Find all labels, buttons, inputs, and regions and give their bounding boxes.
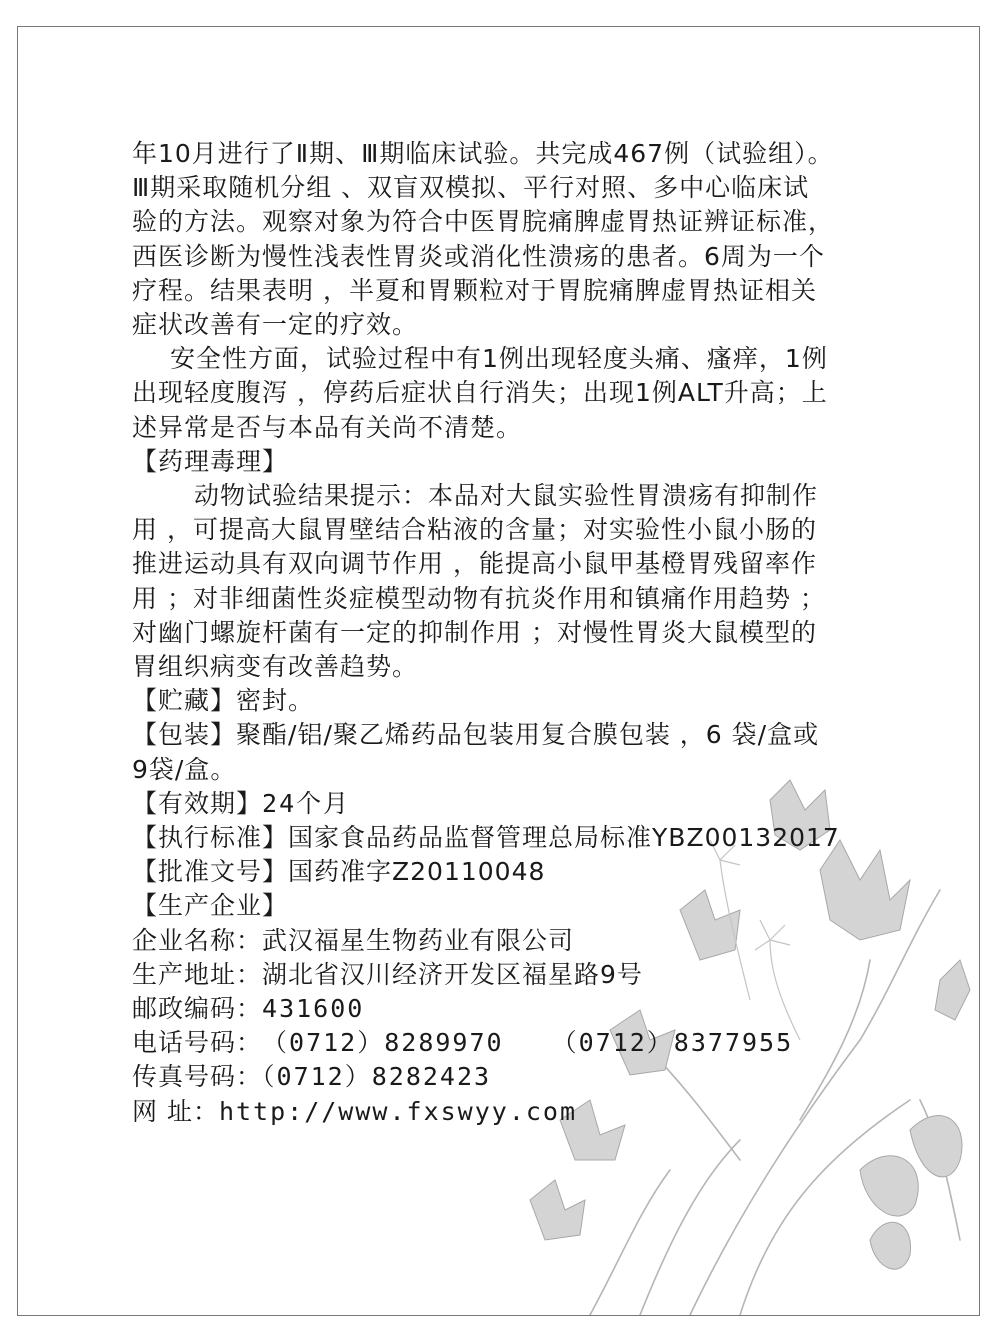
package-value-continued: 9袋/盒。 — [132, 754, 237, 784]
phone-value-1: （0712）8289970 — [262, 1028, 504, 1058]
validity-row — [132, 787, 877, 821]
package-heading: 【包装】 — [132, 720, 237, 750]
clinical-line: 症状改善有一定的疗效。 — [132, 310, 419, 340]
validity-value: 24个月 — [262, 788, 351, 818]
standard-value: 国家食品药品监督管理总局标准YBZ00132017 — [288, 823, 840, 853]
clinical-line: 验的方法。观察对象为符合中医胃脘痛脾虚胃热证辨证标准， — [132, 207, 835, 237]
clinical-line: 西医诊断为慢性浅表性胃炎或消化性溃疡的患者。6周为一个 — [132, 241, 825, 271]
standard-heading: 【执行标准】 — [132, 823, 289, 853]
pharmacology-heading: 【药理毒理】 — [132, 446, 289, 476]
address-label: 生产地址： — [132, 959, 263, 989]
address-value: 湖北省汉川经济开发区福星路9号 — [262, 959, 643, 989]
company-name-label: 企业名称： — [132, 925, 263, 955]
postcode-label: 邮政编码： — [132, 994, 263, 1024]
pharmacology-line: 动物试验结果提示：本品对大鼠实验性胃溃疡有抑制作 — [194, 481, 819, 511]
storage-heading: 【贮藏】 — [132, 686, 237, 716]
clinical-line: Ⅲ期采取随机分组 、双盲双模拟、平行对照、多中心临床试 — [132, 173, 810, 203]
phone-value-2: （0712）8377955 — [551, 1028, 794, 1058]
postcode-row — [132, 992, 877, 1026]
standard-row — [132, 821, 877, 855]
package-row — [132, 718, 877, 752]
clinical-line: 疗程。结果表明 ，半夏和胃颗粒对于胃脘痛脾虚胃热证相关 — [132, 275, 817, 305]
insert-text-body — [132, 137, 877, 1129]
postcode-value: 431600 — [262, 994, 365, 1024]
safety-line: 述异常是否与本品有关尚不清楚。 — [132, 412, 523, 442]
pharmacology-line: 胃组织病变有改善趋势。 — [132, 652, 419, 682]
company-name-row — [132, 924, 877, 958]
storage-row — [132, 684, 877, 718]
fax-value: （0712）8282423 — [262, 1062, 492, 1092]
safety-line: 出现轻度腹泻 ，停药后症状自行消失；出现1例ALT升高；上 — [132, 378, 828, 408]
fax-label: 传真号码： — [132, 1062, 263, 1092]
storage-value: 密封。 — [236, 686, 315, 716]
pharmacology-line: 用 ，可提高大鼠胃壁结合粘液的含量；对实验性小鼠小肠的 — [132, 515, 817, 545]
clinical-line: 年10月进行了Ⅱ期、Ⅲ期临床试验。共完成467例（试验组）。 — [132, 139, 834, 168]
manufacturer-heading: 【生产企业】 — [132, 891, 289, 921]
safety-line: 安全性方面，试验过程中有1例出现轻度头痛、瘙痒，1例 — [170, 344, 828, 374]
pharmacology-line: 用 ；对非细菌性炎症模型动物有抗炎作用和镇痛作用趋势 ； — [132, 583, 826, 613]
package-value: 聚酯/铝/聚乙烯药品包装用复合膜包装 ，6 袋/盒或 — [236, 720, 820, 750]
phone-row — [132, 1026, 877, 1060]
phone-label: 电话号码： — [132, 1028, 263, 1058]
validity-heading: 【有效期】 — [132, 788, 263, 818]
website-label: 网 址： — [132, 1096, 219, 1126]
approval-value: 国药准字Z20110048 — [288, 857, 546, 887]
address-row — [132, 958, 877, 992]
company-name-value: 武汉福星生物药业有限公司 — [262, 925, 575, 955]
pharmacology-line: 推进运动具有双向调节作用 ，能提高小鼠甲基橙胃残留率作 — [132, 549, 817, 579]
approval-row — [132, 855, 877, 889]
fax-row — [132, 1060, 877, 1094]
website-row — [132, 1095, 877, 1129]
pharmacology-line: 对幽门螺旋杆菌有一定的抑制作用 ；对慢性胃炎大鼠模型的 — [132, 617, 817, 647]
approval-heading: 【批准文号】 — [132, 857, 289, 887]
website-link[interactable]: http://www.fxswyy.com — [218, 1096, 578, 1126]
